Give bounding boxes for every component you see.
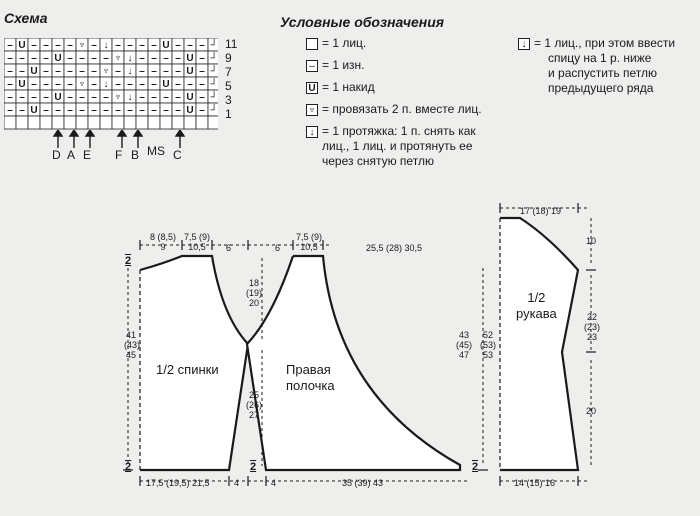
chart-cell-symbol: – [115, 79, 121, 90]
chart-cell-symbol: U [54, 53, 62, 64]
chart-cell-symbol: – [127, 79, 133, 90]
chart-cell-symbol: – [115, 66, 121, 77]
chart-cell-symbol: – [31, 40, 37, 51]
chart-cell-symbol: – [151, 105, 157, 116]
chart-cell-symbol: ┘ [210, 40, 218, 51]
legend-item: = 1 лиц. [322, 36, 367, 50]
marker-c: C [173, 148, 182, 162]
chart-cell-symbol: – [67, 66, 73, 77]
chart-cell-symbol: – [187, 79, 193, 90]
chart-cell-symbol: – [19, 66, 25, 77]
chart-cell-symbol: ┘ [210, 105, 218, 116]
chart-cell-symbol: – [127, 105, 133, 116]
chart-cell-symbol: – [31, 79, 37, 90]
sleeve-h1: 10 [586, 236, 597, 246]
chart-cell-symbol: U [162, 79, 170, 90]
chart-cell-symbol: ♆ [114, 92, 122, 103]
marker-f: F [115, 148, 123, 162]
chart-cell-symbol: – [43, 105, 49, 116]
two-mark: 2 [125, 255, 132, 267]
dash-square-icon: – [306, 60, 318, 72]
legend-item: = 1 лиц., при этом ввести спицу на 1 р. ниже и распустить петлю предыдущего ряда [534, 36, 676, 95]
chart-cell-symbol: – [103, 53, 109, 64]
chart-cell-symbol: – [103, 105, 109, 116]
chart-cell-symbol: – [67, 40, 73, 51]
row-number: 3 [225, 93, 232, 107]
sleeve-label: 1/2 рукава [516, 290, 557, 321]
k2tog-square-icon: ♆ [306, 104, 318, 116]
u-square-icon: U [306, 82, 318, 94]
chart-cell-symbol: U [186, 105, 194, 116]
chart-cell-symbol: – [43, 66, 49, 77]
chart-cell-symbol: ♆ [78, 79, 86, 90]
chart-cell-symbol: – [7, 79, 13, 90]
chart-cell-symbol: U [186, 53, 194, 64]
chart-cell-symbol: ┘ [210, 92, 218, 103]
sleeve-top: 17 (18) 19 [520, 206, 562, 216]
marker-d: D [52, 148, 61, 162]
chart-cell-symbol: – [175, 66, 181, 77]
two-mark: 2 [125, 461, 132, 473]
chart-cell-symbol: – [91, 105, 97, 116]
chart-cell-symbol: – [79, 66, 85, 77]
chart-cell-symbol: U [30, 66, 38, 77]
legend-item: = 1 изн. [322, 58, 365, 72]
back-bottom-a: 17,5 (19,5) 21,5 [146, 478, 210, 488]
front-top-b: 7,5 (9) 10,5 [295, 232, 322, 252]
chart-title: Схема [4, 10, 48, 26]
chart-cell-symbol: ┘ [210, 66, 218, 77]
marker-a: A [67, 148, 76, 162]
chart-cell-symbol: – [55, 79, 61, 90]
chart-cell-symbol: – [187, 40, 193, 51]
back-top-c: 6 [226, 243, 232, 253]
legend-title: Условные обозначения [280, 14, 445, 30]
chart-cell-symbol: U [186, 92, 194, 103]
chart-cell-symbol: – [175, 79, 181, 90]
chart-cell-symbol: – [7, 105, 13, 116]
chart-cell-symbol: ┘ [210, 53, 218, 64]
marker-ms: MS [147, 144, 165, 158]
back-armhole: 18 (19) 20 [246, 278, 263, 308]
sleeve-h3: 20 [586, 406, 597, 416]
chart-cell-symbol: – [175, 105, 181, 116]
chart-cell-symbol: – [43, 79, 49, 90]
chart-cell-symbol: – [67, 79, 73, 90]
sleeve-h2: 22 (23) 23 [584, 312, 601, 342]
chart-cell-symbol: – [19, 53, 25, 64]
front-top-a: 6 [275, 243, 281, 253]
chart-cell-symbol: ♆ [102, 66, 110, 77]
chart-cell-symbol: – [79, 105, 85, 116]
chart-cell-symbol: U [186, 66, 194, 77]
chart-cell-symbol: – [7, 40, 13, 51]
front-top-c: 25,5 (28) 30,5 [366, 243, 423, 253]
front-side-a: 43 (45) 47 [456, 330, 473, 360]
chart-cell-symbol: – [67, 53, 73, 64]
hook-square-icon: ↓ [518, 38, 530, 50]
chart-cell-symbol: – [67, 105, 73, 116]
chart-cell-symbol: – [55, 66, 61, 77]
chart-cell-symbol: ↓ [127, 92, 133, 103]
legend-item: = 1 протяжка: 1 п. снять как лиц., 1 лиц. и протянуть ее через снятую петлю [322, 124, 476, 168]
chart-cell-symbol: – [139, 79, 145, 90]
chart-cell-symbol: – [175, 92, 181, 103]
chart-cell-symbol: – [175, 53, 181, 64]
chart-cell-symbol: – [199, 66, 205, 77]
two-mark: 2 [250, 461, 257, 473]
chart-cell-symbol: – [163, 53, 169, 64]
chart-cell-symbol: ↓ [127, 53, 133, 64]
front-bottom-a: 4 [271, 478, 277, 488]
chart-cell-symbol: – [103, 92, 109, 103]
row-number: 5 [225, 79, 232, 93]
chart-cell-symbol: – [79, 53, 85, 64]
sleeve-bottom: 14 (15) 16 [514, 478, 556, 488]
chart-cell-symbol: – [199, 40, 205, 51]
chart-cell-symbol: – [163, 105, 169, 116]
row-number: 11 [225, 37, 238, 51]
chart-cell-symbol: – [115, 40, 121, 51]
chart-cell-symbol: ┘ [210, 79, 218, 90]
row-number: 1 [225, 107, 232, 121]
front-piece-outline [247, 256, 460, 470]
chart-cell-symbol: U [18, 79, 26, 90]
chart-cell-symbol: – [43, 53, 49, 64]
back-label: 1/2 спинки [156, 362, 219, 377]
chart-cell-symbol: ♆ [78, 40, 86, 51]
chart-cell-symbol: – [127, 40, 133, 51]
front-label: Правая полочка [286, 362, 335, 393]
row-number: 7 [225, 65, 232, 79]
chart-cell-symbol: – [31, 53, 37, 64]
chart-cell-symbol: ↓ [103, 79, 109, 90]
chart-cell-symbol: – [199, 53, 205, 64]
chart-cell-symbol: – [115, 105, 121, 116]
chart-cell-symbol: – [67, 92, 73, 103]
chart-cell-symbol: – [151, 53, 157, 64]
chart-cell-symbol: – [7, 53, 13, 64]
chart-cell-symbol: U [18, 40, 26, 51]
chart-cell-symbol: – [19, 105, 25, 116]
chart-cell-symbol: – [139, 40, 145, 51]
chart-cell-symbol: – [55, 105, 61, 116]
legend-item: = провязать 2 п. вместе лиц. [322, 102, 482, 116]
back-top-b: 7,5 (9) 10,5 [183, 232, 210, 252]
chart-cell-symbol: – [151, 66, 157, 77]
chart-cell-symbol: – [79, 92, 85, 103]
marker-b: B [131, 148, 140, 162]
chart-cell-symbol: – [31, 92, 37, 103]
chart-cell-symbol: U [162, 40, 170, 51]
chart-cell-symbol: – [19, 92, 25, 103]
chart-cell-symbol: – [91, 66, 97, 77]
chart-cell-symbol: – [55, 40, 61, 51]
front-side-b: 52 (53) 53 [480, 330, 497, 360]
chart-cell-symbol: U [30, 105, 38, 116]
back-side-height: 41 (43) 45 [124, 330, 141, 360]
front-bottom-b: 35 (39) 43 [342, 478, 384, 488]
chart-cell-symbol: – [43, 92, 49, 103]
row-number: 9 [225, 51, 232, 65]
two-mark: 2 [472, 461, 479, 473]
v-square-icon: ↓ [306, 126, 318, 138]
chart-cell-symbol: – [7, 92, 13, 103]
sleeve-piece-outline [500, 218, 578, 470]
chart-cell-symbol: – [199, 105, 205, 116]
chart-cell-symbol: – [91, 40, 97, 51]
chart-cell-symbol: – [91, 79, 97, 90]
chart-cell-symbol: – [151, 79, 157, 90]
back-bottom-b: 4 [234, 478, 240, 488]
chart-cell-symbol: – [163, 92, 169, 103]
chart-cell-symbol: – [175, 40, 181, 51]
back-top-a: 8 (8,5) 9 [149, 232, 176, 252]
chart-cell-symbol: ♆ [114, 53, 122, 64]
marker-e: E [83, 148, 92, 162]
chart-cell-symbol: – [139, 105, 145, 116]
chart-cell-symbol: – [91, 53, 97, 64]
chart-cell-symbol: – [7, 66, 13, 77]
chart-cell-symbol: ↓ [127, 66, 133, 77]
chart-cell-symbol: – [199, 79, 205, 90]
chart-cell-symbol: – [151, 92, 157, 103]
chart-cell-symbol: – [139, 66, 145, 77]
chart-cell-symbol: – [151, 40, 157, 51]
back-lower: 25 (26) 27 [246, 390, 263, 420]
chart-cell-symbol: – [91, 92, 97, 103]
chart-cell-symbol: – [199, 92, 205, 103]
legend-item: = 1 накид [322, 80, 375, 94]
chart-cell-symbol: – [139, 92, 145, 103]
chart-cell-symbol: – [139, 53, 145, 64]
chart-cell-symbol: ↓ [103, 40, 109, 51]
chart-cell-symbol: – [43, 40, 49, 51]
chart-cell-symbol: U [54, 92, 62, 103]
chart-cell-symbol: – [163, 66, 169, 77]
